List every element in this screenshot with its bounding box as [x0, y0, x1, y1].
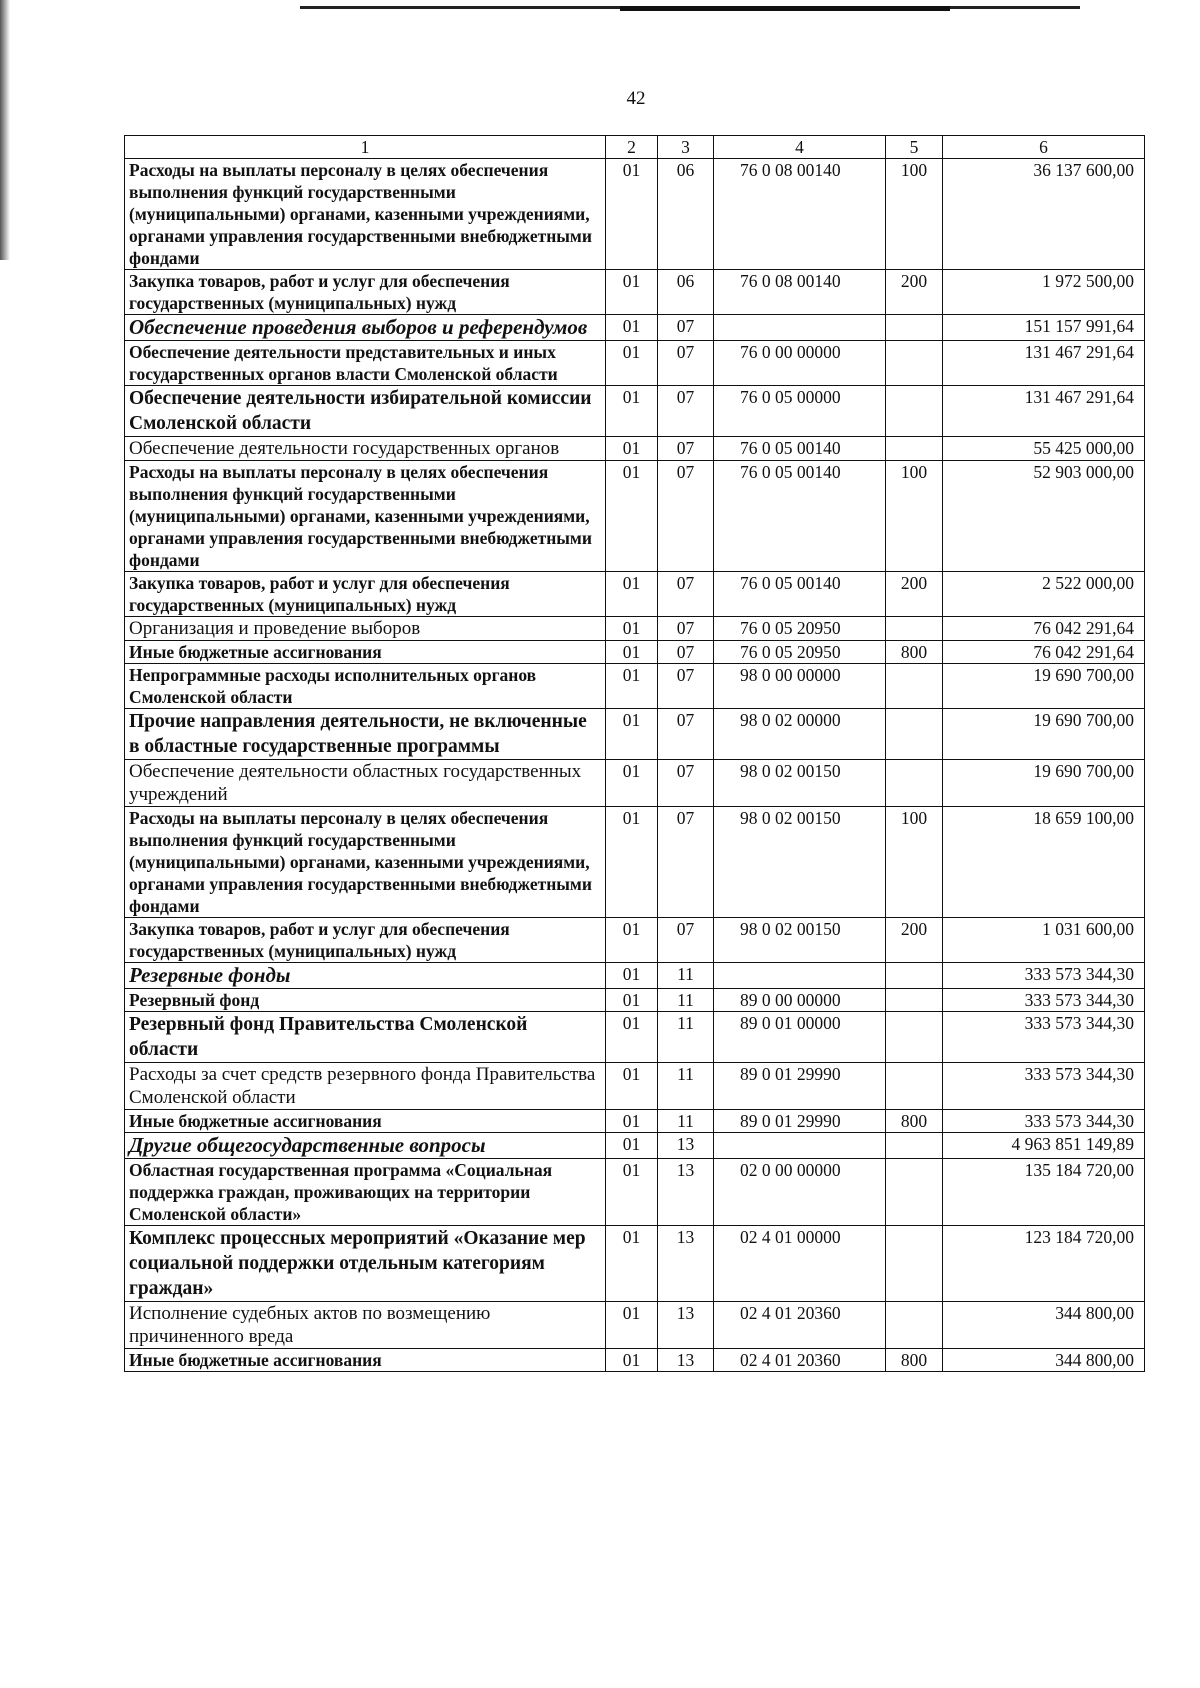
table-row: [125, 918, 1145, 963]
amount-cell: 19 690 700,00: [943, 664, 1145, 709]
amount-cell: 333 573 344,30: [943, 963, 1145, 989]
table-row: [125, 270, 1145, 315]
section-code-cell: 01: [606, 1110, 658, 1133]
page-number: 42: [626, 88, 646, 109]
section-code-cell: 01: [606, 963, 658, 989]
header-cell: 6: [943, 136, 1145, 159]
subsection-code-cell: 07: [658, 760, 714, 807]
amount-cell: 18 659 100,00: [943, 807, 1145, 918]
amount-cell: 4 963 851 149,89: [943, 1133, 1145, 1159]
subsection-code-cell: 13: [658, 1159, 714, 1226]
row-name-cell: Расходы на выплаты персоналу в целях обеспечения выполнения функций государственными (муниципальными) органами, казенными учреждениями, органами управления государственными внебюджетными фондами: [125, 807, 606, 918]
table-row: [125, 641, 1145, 664]
subsection-code-cell: 07: [658, 437, 714, 461]
section-code-cell: 01: [606, 1063, 658, 1110]
table-row: [125, 664, 1145, 709]
scan-top-rule-thick: [620, 6, 950, 11]
row-name-cell: Исполнение судебных актов по возмещению причиненного вреда: [125, 1302, 606, 1349]
table-header-row: [125, 136, 1145, 159]
expense-type-cell: 100: [886, 807, 943, 918]
row-name-cell: Другие общегосударственные вопросы: [125, 1133, 606, 1159]
header-cell: 5: [886, 136, 943, 159]
table-row: [125, 760, 1145, 807]
row-name-cell: Непрограммные расходы исполнительных органов Смоленской области: [125, 664, 606, 709]
subsection-code-cell: 13: [658, 1226, 714, 1302]
table-row: [125, 1063, 1145, 1110]
amount-cell: 333 573 344,30: [943, 1110, 1145, 1133]
amount-cell: 19 690 700,00: [943, 709, 1145, 760]
target-article-cell: 76 0 05 20950: [714, 617, 886, 641]
table-row: [125, 386, 1145, 437]
section-code-cell: 01: [606, 807, 658, 918]
amount-cell: 131 467 291,64: [943, 341, 1145, 386]
expense-type-cell: [886, 1012, 943, 1063]
section-code-cell: 01: [606, 709, 658, 760]
subsection-code-cell: 06: [658, 159, 714, 270]
row-name-cell: Обеспечение деятельности избирательной комиссии Смоленской области: [125, 386, 606, 437]
section-code-cell: 01: [606, 159, 658, 270]
row-name-cell: Обеспечение деятельности государственных органов: [125, 437, 606, 461]
budget-table: [124, 135, 1145, 1372]
section-code-cell: 01: [606, 1133, 658, 1159]
amount-cell: 333 573 344,30: [943, 1063, 1145, 1110]
table-row: [125, 1159, 1145, 1226]
row-name-cell: Областная государственная программа «Социальная поддержка граждан, проживающих на территории Смоленской области»: [125, 1159, 606, 1226]
target-article-cell: [714, 1133, 886, 1159]
amount-cell: 36 137 600,00: [943, 159, 1145, 270]
table-row: [125, 1349, 1145, 1372]
header-cell: 2: [606, 136, 658, 159]
table-row: [125, 709, 1145, 760]
table-row: [125, 1226, 1145, 1302]
subsection-code-cell: 07: [658, 807, 714, 918]
expense-type-cell: [886, 1133, 943, 1159]
section-code-cell: 01: [606, 461, 658, 572]
target-article-cell: 89 0 01 29990: [714, 1063, 886, 1110]
target-article-cell: [714, 315, 886, 341]
table-row: [125, 1133, 1145, 1159]
target-article-cell: 89 0 01 29990: [714, 1110, 886, 1133]
expense-type-cell: 100: [886, 461, 943, 572]
expense-type-cell: 200: [886, 918, 943, 963]
section-code-cell: 01: [606, 315, 658, 341]
section-code-cell: 01: [606, 617, 658, 641]
row-name-cell: Организация и проведение выборов: [125, 617, 606, 641]
row-name-cell: Расходы на выплаты персоналу в целях обеспечения выполнения функций государственными (муниципальными) органами, казенными учреждениями, органами управления государственными внебюджетными фондами: [125, 159, 606, 270]
target-article-cell: [714, 963, 886, 989]
section-code-cell: 01: [606, 572, 658, 617]
subsection-code-cell: 11: [658, 1063, 714, 1110]
amount-cell: 333 573 344,30: [943, 989, 1145, 1012]
subsection-code-cell: 11: [658, 963, 714, 989]
expense-type-cell: [886, 989, 943, 1012]
section-code-cell: 01: [606, 989, 658, 1012]
subsection-code-cell: 07: [658, 664, 714, 709]
row-name-cell: Расходы за счет средств резервного фонда Правительства Смоленской области: [125, 1063, 606, 1110]
table-row: [125, 1110, 1145, 1133]
amount-cell: 19 690 700,00: [943, 760, 1145, 807]
amount-cell: 76 042 291,64: [943, 617, 1145, 641]
target-article-cell: 02 4 01 20360: [714, 1349, 886, 1372]
target-article-cell: 76 0 05 00000: [714, 386, 886, 437]
target-article-cell: 76 0 05 20950: [714, 641, 886, 664]
expense-type-cell: [886, 315, 943, 341]
amount-cell: 52 903 000,00: [943, 461, 1145, 572]
section-code-cell: 01: [606, 270, 658, 315]
subsection-code-cell: 11: [658, 1110, 714, 1133]
table-row: [125, 461, 1145, 572]
row-name-cell: Обеспечение деятельности областных государственных учреждений: [125, 760, 606, 807]
row-name-cell: Резервный фонд Правительства Смоленской области: [125, 1012, 606, 1063]
subsection-code-cell: 07: [658, 341, 714, 386]
target-article-cell: 76 0 05 00140: [714, 437, 886, 461]
expense-type-cell: 800: [886, 641, 943, 664]
expense-type-cell: [886, 341, 943, 386]
expense-type-cell: [886, 963, 943, 989]
header-cell: 4: [714, 136, 886, 159]
expense-type-cell: 100: [886, 159, 943, 270]
expense-type-cell: 200: [886, 270, 943, 315]
section-code-cell: 01: [606, 641, 658, 664]
table-row: [125, 315, 1145, 341]
expense-type-cell: [886, 437, 943, 461]
amount-cell: 333 573 344,30: [943, 1012, 1145, 1063]
row-name-cell: Закупка товаров, работ и услуг для обеспечения государственных (муниципальных) нужд: [125, 918, 606, 963]
row-name-cell: Иные бюджетные ассигнования: [125, 641, 606, 664]
subsection-code-cell: 07: [658, 918, 714, 963]
target-article-cell: 02 0 00 00000: [714, 1159, 886, 1226]
section-code-cell: 01: [606, 437, 658, 461]
row-name-cell: Резервные фонды: [125, 963, 606, 989]
target-article-cell: 02 4 01 20360: [714, 1302, 886, 1349]
amount-cell: 135 184 720,00: [943, 1159, 1145, 1226]
subsection-code-cell: 13: [658, 1349, 714, 1372]
row-name-cell: Закупка товаров, работ и услуг для обеспечения государственных (муниципальных) нужд: [125, 270, 606, 315]
target-article-cell: 98 0 02 00150: [714, 760, 886, 807]
target-article-cell: 98 0 00 00000: [714, 664, 886, 709]
row-name-cell: Обеспечение проведения выборов и референдумов: [125, 315, 606, 341]
section-code-cell: 01: [606, 386, 658, 437]
amount-cell: 131 467 291,64: [943, 386, 1145, 437]
expense-type-cell: [886, 1226, 943, 1302]
target-article-cell: 98 0 02 00000: [714, 709, 886, 760]
section-code-cell: 01: [606, 341, 658, 386]
amount-cell: 55 425 000,00: [943, 437, 1145, 461]
row-name-cell: Резервный фонд: [125, 989, 606, 1012]
expense-type-cell: [886, 386, 943, 437]
target-article-cell: 76 0 08 00140: [714, 270, 886, 315]
section-code-cell: 01: [606, 918, 658, 963]
expense-type-cell: [886, 617, 943, 641]
section-code-cell: 01: [606, 1302, 658, 1349]
target-article-cell: 76 0 08 00140: [714, 159, 886, 270]
target-article-cell: 02 4 01 00000: [714, 1226, 886, 1302]
section-code-cell: 01: [606, 664, 658, 709]
row-name-cell: Обеспечение деятельности представительных и иных государственных органов власти Смоленской области: [125, 341, 606, 386]
header-cell: 3: [658, 136, 714, 159]
target-article-cell: 98 0 02 00150: [714, 918, 886, 963]
expense-type-cell: [886, 1302, 943, 1349]
expense-type-cell: [886, 1159, 943, 1226]
amount-cell: 123 184 720,00: [943, 1226, 1145, 1302]
expense-type-cell: 800: [886, 1349, 943, 1372]
row-name-cell: Расходы на выплаты персоналу в целях обеспечения выполнения функций государственными (муниципальными) органами, казенными учреждениями, органами управления государственными внебюджетными фондами: [125, 461, 606, 572]
section-code-cell: 01: [606, 760, 658, 807]
table-row: [125, 159, 1145, 270]
subsection-code-cell: 07: [658, 641, 714, 664]
target-article-cell: 89 0 00 00000: [714, 989, 886, 1012]
target-article-cell: 76 0 00 00000: [714, 341, 886, 386]
amount-cell: 151 157 991,64: [943, 315, 1145, 341]
row-name-cell: Закупка товаров, работ и услуг для обеспечения государственных (муниципальных) нужд: [125, 572, 606, 617]
section-code-cell: 01: [606, 1226, 658, 1302]
row-name-cell: Комплекс процессных мероприятий «Оказание мер социальной поддержки отдельным категориям граждан»: [125, 1226, 606, 1302]
subsection-code-cell: 11: [658, 1012, 714, 1063]
target-article-cell: 98 0 02 00150: [714, 807, 886, 918]
expense-type-cell: [886, 709, 943, 760]
subsection-code-cell: 06: [658, 270, 714, 315]
subsection-code-cell: 13: [658, 1302, 714, 1349]
amount-cell: 76 042 291,64: [943, 641, 1145, 664]
table-row: [125, 807, 1145, 918]
subsection-code-cell: 07: [658, 386, 714, 437]
section-code-cell: 01: [606, 1349, 658, 1372]
table-row: [125, 617, 1145, 641]
table-row: [125, 989, 1145, 1012]
expense-type-cell: [886, 1063, 943, 1110]
scan-edge-shadow: [0, 0, 10, 260]
subsection-code-cell: 07: [658, 709, 714, 760]
target-article-cell: 76 0 05 00140: [714, 572, 886, 617]
table-row: [125, 341, 1145, 386]
expense-type-cell: 200: [886, 572, 943, 617]
subsection-code-cell: 07: [658, 617, 714, 641]
expense-type-cell: [886, 760, 943, 807]
amount-cell: 344 800,00: [943, 1349, 1145, 1372]
table-row: [125, 1302, 1145, 1349]
row-name-cell: Иные бюджетные ассигнования: [125, 1349, 606, 1372]
subsection-code-cell: 11: [658, 989, 714, 1012]
expense-type-cell: 800: [886, 1110, 943, 1133]
subsection-code-cell: 07: [658, 315, 714, 341]
table-row: [125, 437, 1145, 461]
amount-cell: 2 522 000,00: [943, 572, 1145, 617]
table-row: [125, 963, 1145, 989]
table-row: [125, 572, 1145, 617]
target-article-cell: 89 0 01 00000: [714, 1012, 886, 1063]
section-code-cell: 01: [606, 1159, 658, 1226]
amount-cell: 344 800,00: [943, 1302, 1145, 1349]
subsection-code-cell: 13: [658, 1133, 714, 1159]
subsection-code-cell: 07: [658, 572, 714, 617]
subsection-code-cell: 07: [658, 461, 714, 572]
table-row: [125, 1012, 1145, 1063]
row-name-cell: Прочие направления деятельности, не включенные в областные государственные программы: [125, 709, 606, 760]
header-cell: 1: [125, 136, 606, 159]
amount-cell: 1 972 500,00: [943, 270, 1145, 315]
row-name-cell: Иные бюджетные ассигнования: [125, 1110, 606, 1133]
amount-cell: 1 031 600,00: [943, 918, 1145, 963]
target-article-cell: 76 0 05 00140: [714, 461, 886, 572]
section-code-cell: 01: [606, 1012, 658, 1063]
expense-type-cell: [886, 664, 943, 709]
